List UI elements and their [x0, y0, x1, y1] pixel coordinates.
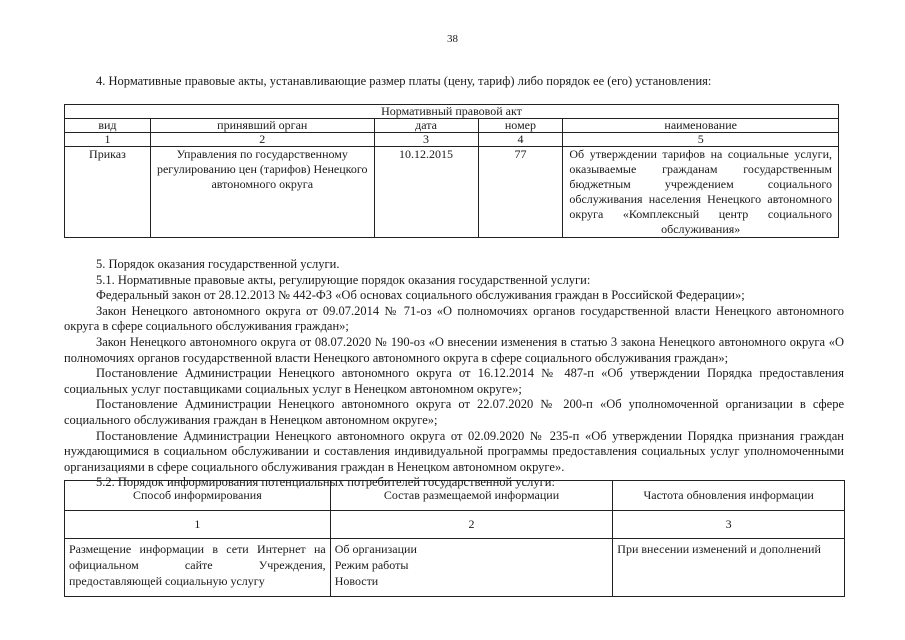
column-number: 2	[150, 133, 374, 147]
table-group-header: Нормативный правовой акт	[65, 105, 839, 119]
table-column-number-row	[65, 511, 845, 539]
table-row	[65, 539, 845, 597]
paragraph: Постановление Администрации Ненецкого автономного округа от 16.12.2014 № 487-п «Об утверждении Порядка предоставления социальных услуг поставщиками социальных услуг в Ненецком автономном округе»;	[64, 366, 844, 396]
section-5-text	[64, 257, 844, 491]
column-header-content: Состав размещаемой информации	[330, 481, 613, 511]
table-column-header-row	[65, 119, 839, 133]
table-column-header-row	[65, 481, 845, 511]
column-header-date: дата	[374, 119, 478, 133]
page-number: 38	[447, 33, 458, 45]
paragraph: Федеральный закон от 28.12.2013 № 442-ФЗ «Об основах социального обслуживания граждан в Российской Федерации»;	[96, 288, 745, 303]
column-number: 3	[613, 511, 845, 539]
column-number: 3	[374, 133, 478, 147]
column-header-type: вид	[65, 119, 151, 133]
column-number: 4	[478, 133, 563, 147]
table-row	[65, 147, 839, 238]
column-header-method: Способ информирования	[65, 481, 331, 511]
act-date: 10.12.2015	[374, 147, 478, 238]
column-number: 2	[330, 511, 613, 539]
column-header-frequency: Частота обновления информации	[613, 481, 845, 511]
info-content	[330, 539, 613, 597]
paragraph: Закон Ненецкого автономного округа от 08.07.2020 № 190-оз «О внесении изменения в статью 3 закона Ненецкого автономного округа «О полномочиях органов государственной власти Ненецкого автономного округа в сфере социального обслуживания граждан»;	[64, 334, 844, 365]
column-number: 1	[65, 133, 151, 147]
info-content-line: Режим работы	[334, 558, 409, 572]
column-number: 1	[65, 511, 331, 539]
info-method: Размещение информации в сети Интернет на официальном сайте Учреждения, предоставляющей социальную услугу	[65, 539, 331, 597]
act-organ: Управления по государственному регулированию цен (тарифов) Ненецкого автономного округа	[150, 147, 374, 238]
act-type: Приказ	[65, 147, 151, 238]
table-column-number-row	[65, 133, 839, 147]
act-number: 77	[478, 147, 563, 238]
table-group-header-row	[65, 105, 839, 119]
column-header-organ: принявший орган	[150, 119, 374, 133]
info-frequency: При внесении изменений и дополнений	[613, 539, 845, 597]
info-content-line: Новости	[334, 574, 379, 588]
paragraph: 5.2. Порядок информирования потенциальных потребителей государственной услуги:	[96, 475, 555, 490]
info-content-line: Об организации	[334, 542, 417, 556]
paragraph: Закон Ненецкого автономного округа от 09.07.2014 № 71-оз «О полномочиях органов государственной власти Ненецкого автономного округа в сфере социального обслуживания граждан»;	[64, 303, 844, 334]
information-table	[64, 480, 845, 597]
column-header-name: наименование	[563, 119, 839, 133]
paragraph: 5. Порядок оказания государственной услуги.	[96, 257, 340, 271]
column-number: 5	[563, 133, 839, 147]
paragraph: Постановление Администрации Ненецкого автономного округа от 22.07.2020 № 200-п «Об уполномоченной организации в сфере социального обслуживания граждан в Ненецком автономном округе»;	[64, 397, 844, 427]
paragraph: Постановление Администрации Ненецкого автономного округа от 02.09.2020 № 235-п «Об утверждении Порядка признания граждан нуждающимися в социальном обслуживании и составления индивидуальной программы предоставления социальных услуг уполномоченными организациями в сфере социального обслуживания граждан в Ненецком автономном округе».	[64, 428, 844, 474]
paragraph: 5.1. Нормативные правовые акты, регулирующие порядок оказания государственной услуги:	[96, 272, 591, 287]
column-header-number: номер	[478, 119, 563, 133]
act-name: Об утверждении тарифов на социальные услуги, оказываемые гражданам государственным бюджетным учреждением социального обслуживания населения Ненецкого автономного округа «Комплексный центр социального обслуживания»	[563, 147, 839, 238]
section-4-heading: 4. Нормативные правовые акты, устанавливающие размер платы (цену, тариф) либо порядок ее (его) установления:	[96, 74, 712, 88]
tariff-acts-table	[64, 104, 839, 238]
